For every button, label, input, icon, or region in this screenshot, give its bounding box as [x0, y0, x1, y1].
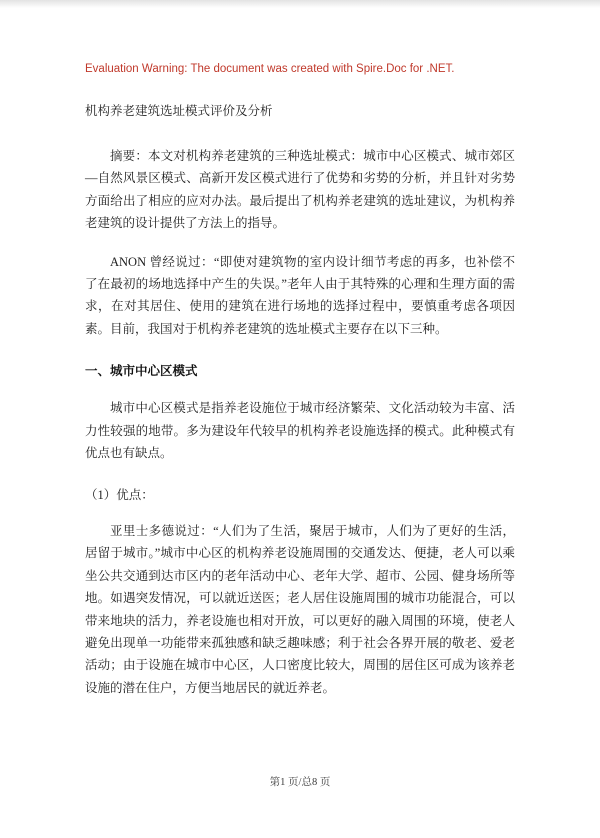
document-title: 机构养老建筑选址模式评价及分析 — [85, 104, 273, 118]
intro-paragraph: ANON 曾经说过：“即使对建筑物的室内设计细节考虑的再多，也补偿不了在最初的场地选择中产生的失误。”老年人由于其特殊的心理和生理方面的需求，在对其居住、使用的建筑在进行场地的选择过程中，要慎重考虑各项因素。目前，我国对于机构养老建筑的选址模式主要存在以下三种。 — [85, 254, 515, 336]
advantages-paragraph: 亚里士多德说过：“人们为了生活，聚居于城市，人们为了更好的生活，居留于城市。”城市中心区的机构养老设施周围的交通发达、便捷，老人可以乘坐公共交通到达市区内的老年活动中心、老年大学、超市、公园、健身场所等地。如遇突发情况，可以就近送医；老人居住设施周围的城市功能混合，可以带来地块的活力，养老设施也相对开放，可以更好的融入周围的环境，使老人避免出现单一功能带来孤独感和缺乏趣味感；利于社会各界开展的敬老、爱老活动；由于设施在城市中心区，人口密度比较大，周围的居住区可成为该养老设施的潜在住户，方便当地居民的就近养老。 — [85, 523, 515, 695]
evaluation-warning-text: Evaluation Warning: The document was created with Spire.Doc for .NET. — [85, 63, 455, 75]
page-top-edge — [0, 0, 600, 8]
section-1-heading: 一、城市中心区模式 — [85, 364, 198, 379]
document-page — [0, 62, 600, 838]
advantages-label: （1）优点： — [85, 488, 154, 503]
section-1-paragraph: 城市中心区模式是指养老设施位于城市经济繁荣、文化活动较为丰富、活力性较强的地带。多为建设年代较早的机构养老设施选择的模式。此种模式有优点也有缺点。 — [85, 401, 515, 461]
abstract-paragraph: 摘要：本文对机构养老建筑的三种选址模式：城市中心区模式、城市郊区—自然风景区模式、高新开发区模式进行了优势和劣势的分析，并且针对劣势方面给出了相应的应对办法。最后提出了机构养老建筑的选址建议，为机构养老建筑的设计提供了方法上的指导。 — [85, 149, 515, 231]
page-number-indicator: 第1 页/总8 页 — [269, 777, 331, 788]
